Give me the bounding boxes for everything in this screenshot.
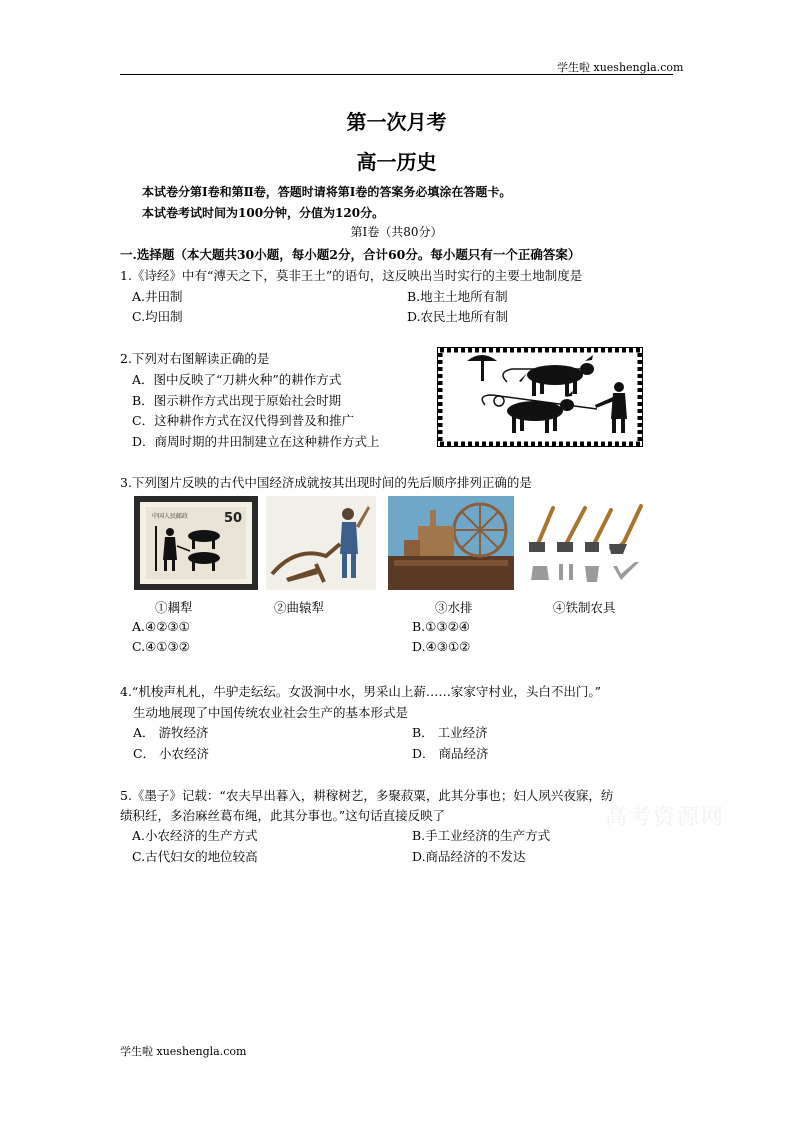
question-2-option-a: A．图中反映了“刀耕火种”的耕作方式 [132,372,342,387]
question-2-stem: 2.下列对右图解读正确的是 [120,351,270,366]
question-1-option-d: D.农民土地所有制 [407,309,509,324]
exam-subtitle: 高一历史 [356,150,437,174]
question-5-stem-line-2: 绩积纴，多治麻丝葛布绳，此其分事也。”这句话直接反映了 [120,808,446,823]
question-3-caption-2: ②曲辕犁 [274,600,325,615]
question-2-option-d: D．商周时期的井田制建立在这种耕作方式上 [132,434,380,449]
watermark: 高考资源网 [605,805,726,830]
section-label: 第Ⅰ卷（共80分） [350,225,443,239]
iron-farm-tools-image [523,496,645,590]
question-4-option-a: A． 游牧经济 [133,725,209,740]
question-4-stem-line-1: 4.“机梭声札札，牛驴走纭纭。女汲涧中水，男采山上薪……家家守村业，头白不出门。” [120,684,601,699]
ox-plough-stamp-image [134,496,258,590]
exam-note-1: 本试卷分第Ⅰ卷和第Ⅱ卷，答题时请将第Ⅰ卷的答案务必填涂在答题卡。 [142,185,512,199]
question-1-stem: 1.《诗经》中有“溥天之下，莫非王土”的语句，这反映出当时实行的主要土地制度是 [120,268,583,283]
question-5-stem-line-1: 5.《墨子》记载：“农夫早出暮入，耕稼树艺，多聚菽粟，此其分事也；妇人夙兴夜寐，纺 [120,788,614,803]
question-2-option-b: B．图示耕作方式出现于原始社会时期 [132,393,342,408]
question-5-option-b: B.手工业经济的生产方式 [412,828,551,843]
question-3-option-c: C.④①③② [132,639,190,654]
water-bellows-image [388,496,514,590]
question-3-stem: 3.下列图片反映的古代中国经济成就按其出现时间的先后顺序排列正确的是 [120,475,532,490]
exam-note-2: 本试卷考试时间为100分钟，分值为120分。 [142,206,385,220]
question-4-option-b: B． 工业经济 [412,725,488,740]
svg-text:中国人民邮政: 中国人民邮政 [152,513,189,520]
question-4-option-d: D． 商品经济 [412,746,489,761]
question-3-option-a: A.④②③① [132,619,190,634]
header-rule [120,74,673,75]
question-3-caption-4: ④铁制农具 [553,600,616,615]
footer-site-url: 学生啦 xueshengla.com [120,1045,247,1058]
question-3-caption-1: ①耦犁 [155,600,193,615]
question-5-option-c: C.古代妇女的地位较高 [132,849,258,864]
exam-title: 第一次月考 [346,110,447,134]
question-4-option-c: C． 小农经济 [133,746,210,761]
question-1-option-a: A.井田制 [132,289,183,304]
stamp-denomination: 50 [224,511,243,526]
curved-shaft-plough-image [266,496,376,590]
question-1-option-c: C.均田制 [132,309,183,324]
question-2-option-c: C．这种耕作方式在汉代得到普及和推广 [132,413,355,428]
question-3-option-d: D.④③①② [412,639,471,654]
question-4-stem-line-2: 生动地展现了中国传统农业社会生产的基本形式是 [133,705,409,720]
question-5-option-a: A.小农经济的生产方式 [132,828,258,843]
section-instruction: 一.选择题（本大题共30小题，每小题2分，合计60分。每小题只有一个正确答案） [120,247,581,262]
ox-plowing-image [437,347,643,447]
question-1-option-b: B.地主土地所有制 [407,289,508,304]
header-site-url: 学生啦 xueshengla.com [557,61,684,74]
question-3-caption-3: ③水排 [435,600,473,615]
question-5-option-d: D.商品经济的不发达 [412,849,526,864]
question-3-option-b: B.①③②④ [412,619,470,634]
